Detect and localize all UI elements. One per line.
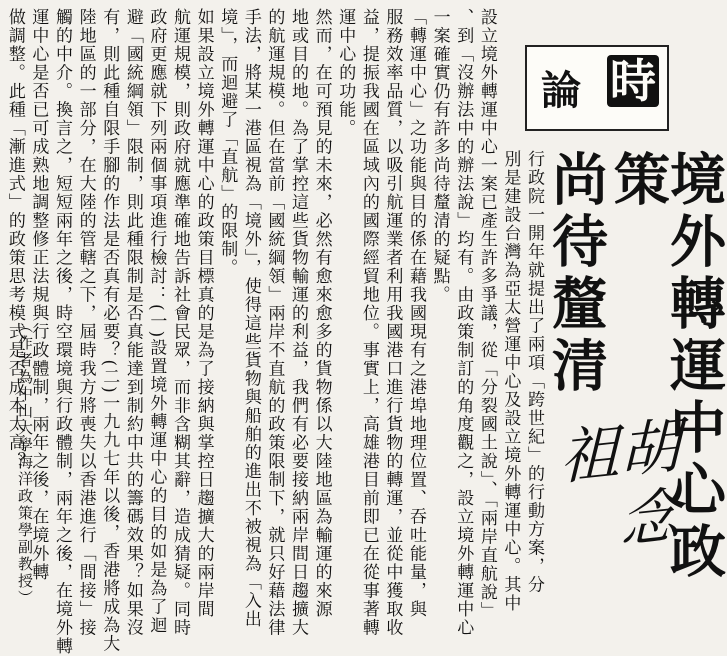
author-signature: 胡念祖 xyxy=(550,413,680,561)
para4-column: 運中心是否已可成熟地調整修正法規與行政體制，兩年之後，在境外轉 xyxy=(28,8,49,582)
para3-column: 手法，將某一港區視為「境外」，使得這些貨物與船舶的進出不被視為「入出 xyxy=(240,8,261,629)
badge-char-lun: 論 xyxy=(541,67,581,114)
para4-column: 陸地區的一部分，在大陸的管轄之下，屆時我方將喪失以香港進行「間接」接 xyxy=(75,8,96,637)
para2-column: 服務效率品質，以吸引航運業者利用我國港口進行貨物的轉運，並從中獲取收 xyxy=(382,8,403,637)
column-badge xyxy=(525,45,669,131)
intro-column: 、到「沒辦法中的辦法說」均有。由政策制訂的角度觀之，設立境外轉運中心 xyxy=(453,8,474,637)
para4-column: 如果設立境外轉運中心的政策目標真的是為了接納與掌控日趨擴大的兩岸間 xyxy=(193,8,214,619)
para3-column: 然而，在可預見的未來，必然有愈來愈多的貨物係以大陸地區為輸運的來源 xyxy=(311,8,332,619)
intro-column: 別是建設台灣為亞太營運中心及設立境外轉運中心。其中 xyxy=(500,150,521,613)
para4-column: 避「國統綱領」限制，則此種限制是否真能達到制約中共的籌碼效果？如果沒 xyxy=(122,8,143,637)
para2-column: 運中心的功能。 xyxy=(335,8,356,138)
para2-column: 「轉運中心」之功能與目的係在藉我國現有之港埠地理位置、吞吐能量，與 xyxy=(406,8,426,619)
para4-column: 做調整。此種「漸進式」的政策思考模式是否成本太高？ xyxy=(4,8,25,471)
para2-column: 益，提振我國在區域內的國際經貿地位。事實上，高雄港目前即已在從事著轉 xyxy=(358,8,379,637)
intro-column: 設立境外轉運中心一案已產生許多爭議，從「分裂國土說」、「兩岸直航說」 xyxy=(476,8,497,620)
para4-column: 政府更應就下列兩個事項進行檢討：(一)設置境外轉運中心的目的如是為了迴 xyxy=(146,8,167,635)
para4-column: 航運規模，則政府就應準確地告訴社會民眾，而非含糊其辭，造成猜疑。同時 xyxy=(170,8,190,637)
para4-column: 有，則此種自限手腳的作法是否真有必要？(二)一九九七年以後，香港將成為大 xyxy=(99,8,120,654)
para3-column: 的航運規模。但在當前「國統綱領」兩岸不直航的政策限制下，就只好藉法律 xyxy=(264,8,285,637)
badge-char-shi: 時 xyxy=(607,55,659,107)
para3-column: 境」，而迴避了「直航」的限制。 xyxy=(217,8,238,277)
para3-column: 地或目的地。為了掌控這些貨物輸運的利益，我們有必要接納兩岸間日趨擴大 xyxy=(288,8,308,637)
intro-column: 一案確實仍有許多尚待釐清的疑點。 xyxy=(429,8,450,304)
intro-column: 行政院一開年就提出了兩項「跨世紀」的行動方案，分 xyxy=(524,150,544,594)
headline-line-2: 尚待釐清 xyxy=(543,150,609,398)
author-byline: （作者為中山大學海洋政策學副教授） xyxy=(16,318,34,607)
para4-column: 觸的中介。換言之，短短兩年之後，時空環境與行政體制，兩年之後，在境外轉 xyxy=(52,8,72,656)
headline-line-1: 境外轉運中心政策 xyxy=(605,150,727,584)
